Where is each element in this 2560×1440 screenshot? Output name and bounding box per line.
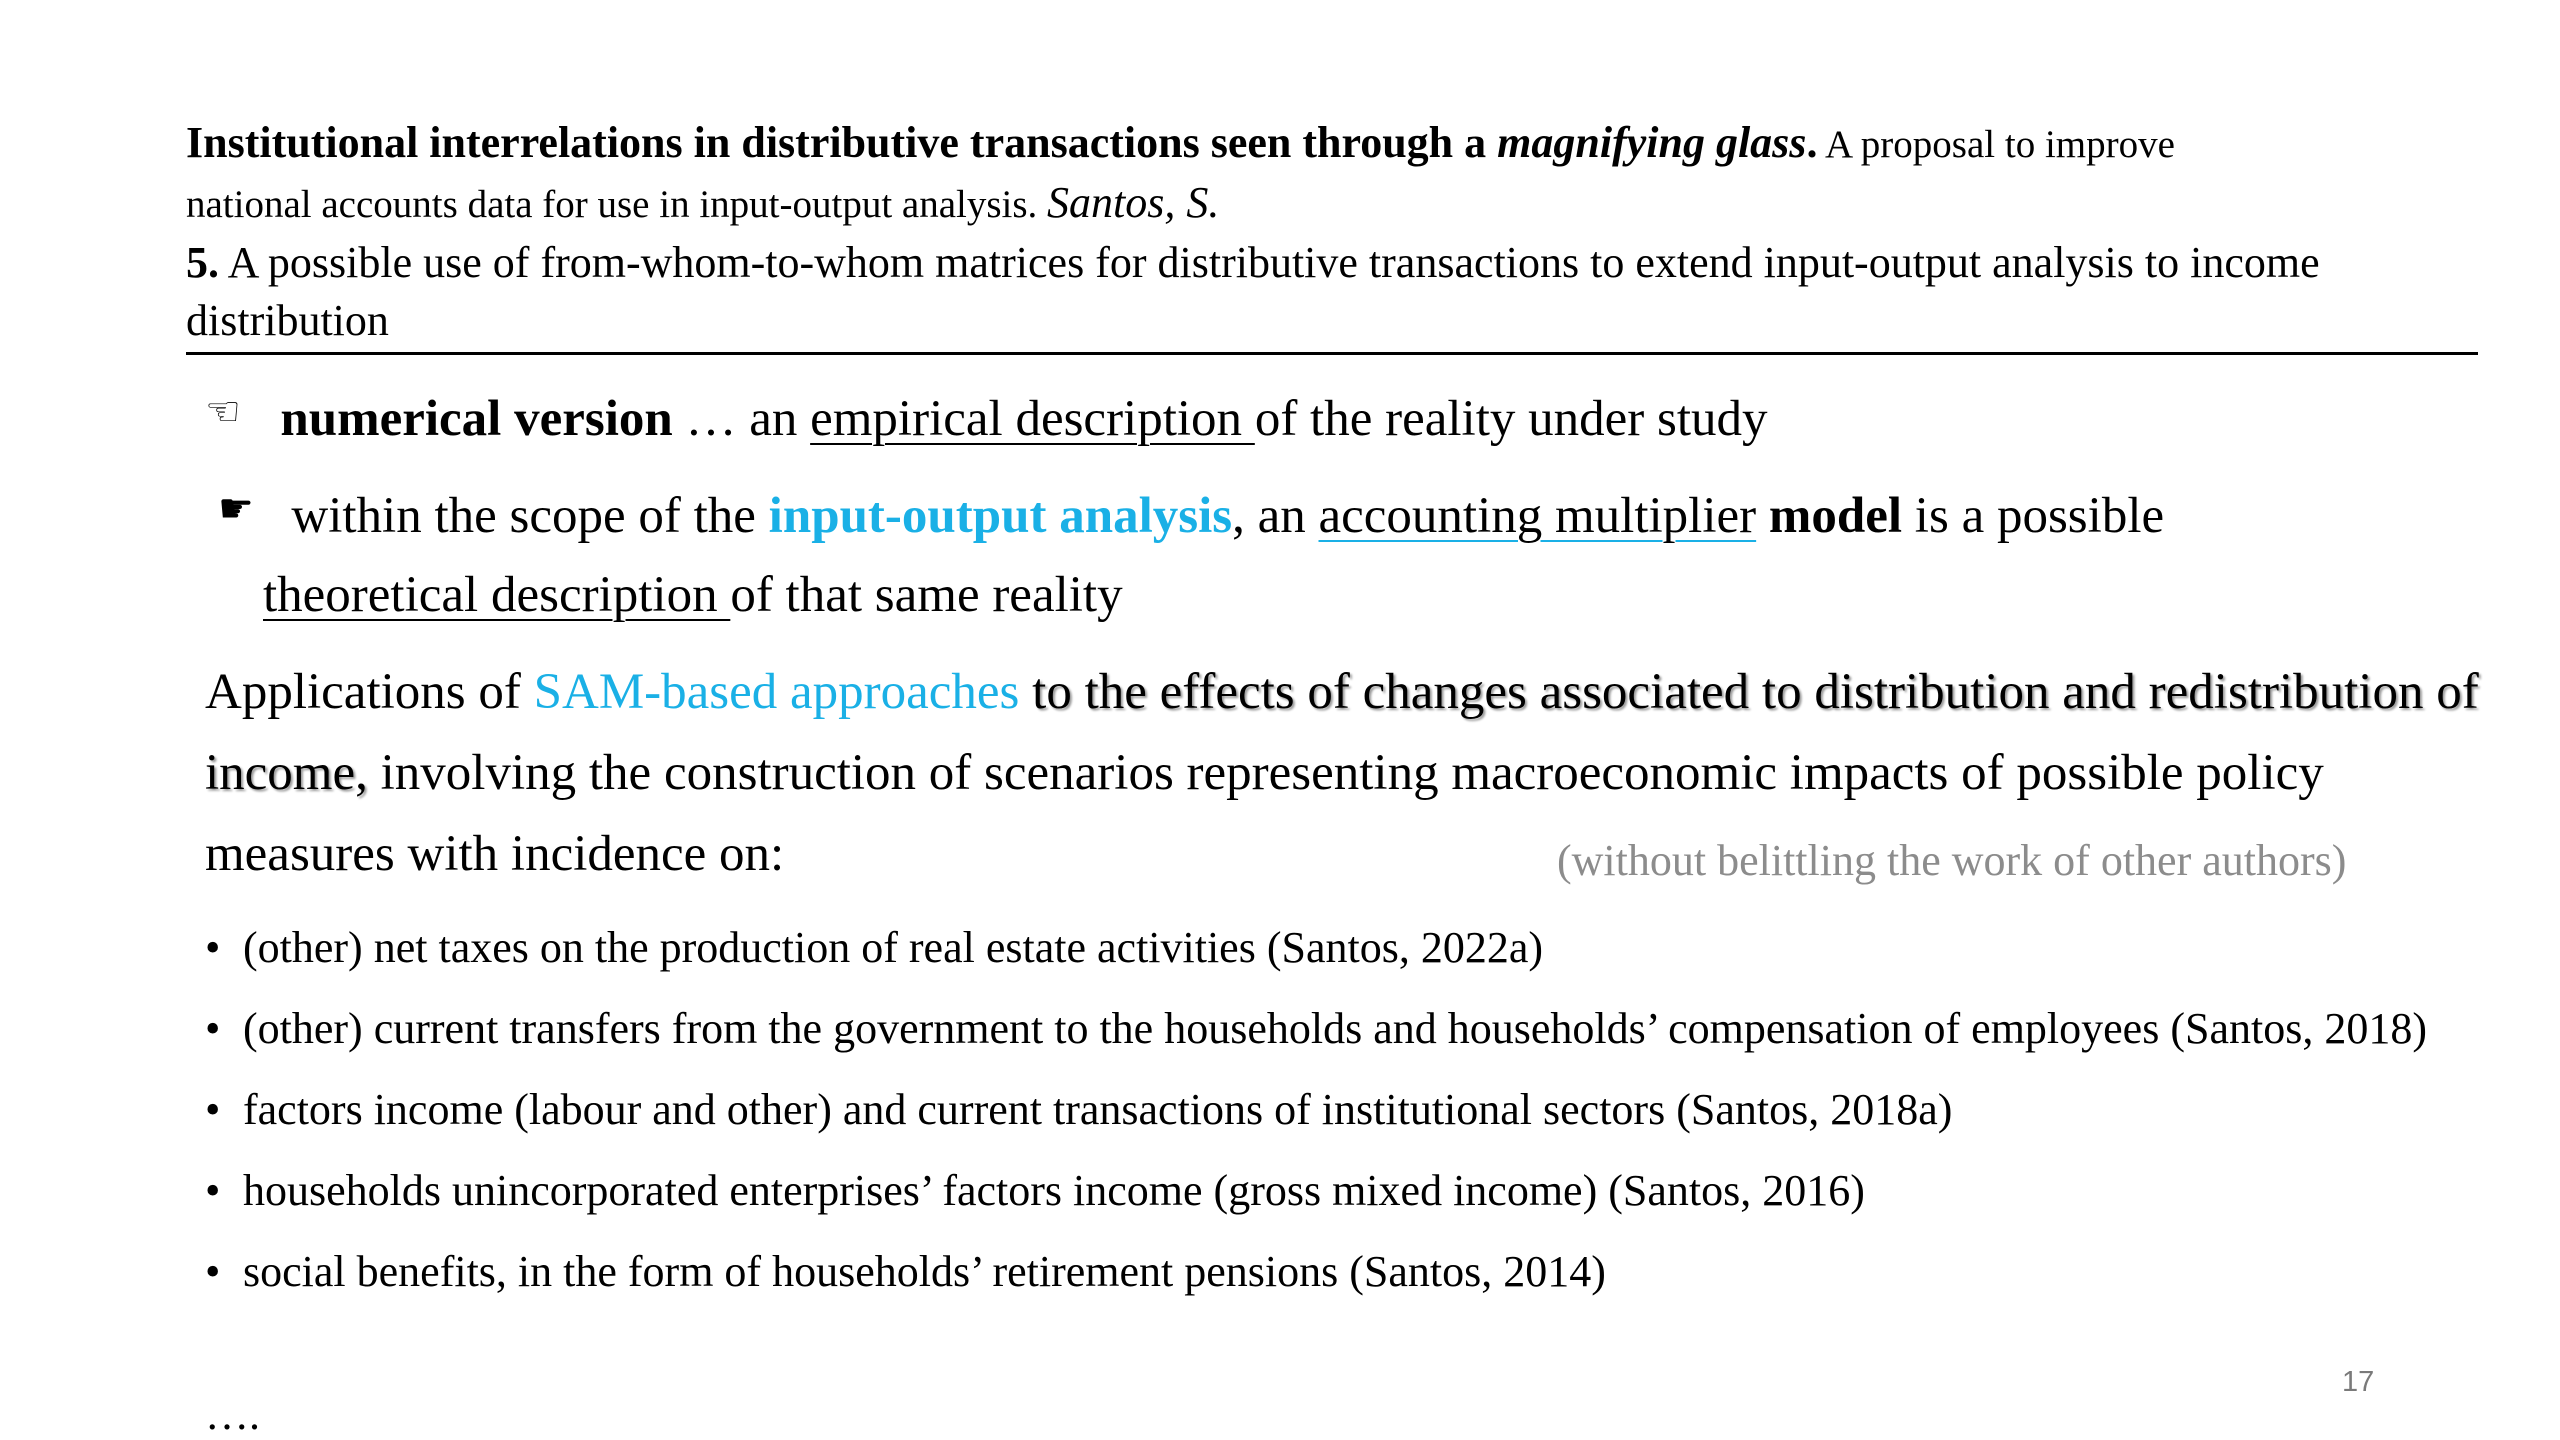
title-bold (186, 118, 1817, 167)
title-rest: A proposal to improve (1817, 123, 2175, 166)
applications-start: Applications of (205, 664, 534, 720)
page-number: 17 (2342, 1366, 2375, 1398)
model-label: model (1756, 488, 1903, 544)
references-list (205, 912, 2445, 1317)
section-heading (186, 234, 2476, 350)
applications-paragraph (205, 652, 2505, 895)
list-item-text: (other) current transfers from the government to the households and households’ compensation of employees (Santos, 2018) (243, 1004, 2427, 1053)
hand-pointing-left-icon: ☜ (205, 389, 241, 435)
list-item (205, 993, 2445, 1065)
pointer-item-theoretical (218, 479, 2164, 546)
title-italic: magnifying glass (1497, 118, 1807, 167)
numerical-version-label: numerical version (280, 391, 673, 447)
list-item-text: households unincorporated enterprises’ factors income (gross mixed income) (Santos, 2016) (243, 1166, 1865, 1215)
empirical-description: empirical description (810, 391, 1255, 447)
list-item (205, 1155, 2445, 1227)
pointer-item-numerical (205, 382, 1768, 449)
pointer-second-line2-end: of that same reality (730, 567, 1123, 623)
paper-title (186, 114, 2476, 174)
pointer-first-mid: … an (672, 391, 811, 447)
pointer-second-mid: , an (1232, 488, 1319, 544)
paper-title-line2 (186, 174, 2476, 234)
pointer-item-theoretical-line2 (263, 565, 1123, 625)
continuation-ellipsis: …. (205, 1390, 260, 1439)
pointer-second-end: is a possible (1902, 488, 2165, 544)
title-bold-end: . (1806, 118, 1818, 167)
applications-emphasis: to the effects of changes associated to distribution and redistribution of income, (205, 664, 2479, 801)
section-number: 5. (186, 238, 219, 287)
list-item-text: factors income (labour and other) and current transactions of institutional sectors (Santos, 2018a) (243, 1085, 1953, 1134)
accounting-multiplier: accounting multiplier (1318, 488, 1757, 544)
bullet-dot: • (205, 1247, 221, 1296)
title-bold-start: Institutional interrelations in distributive transactions seen through a (186, 118, 1498, 167)
sam-based-approaches-link[interactable]: SAM-based approaches (533, 664, 1020, 720)
bullet-dot: • (205, 923, 221, 972)
slide-header (186, 114, 2476, 350)
author: Santos, S. (1047, 178, 1220, 227)
bullet-dot: • (205, 1166, 221, 1215)
applications-rest: involving the construction of scenarios representing macroeconomic impacts of possible policy measures with incidence on: (205, 745, 2324, 882)
list-item-text: (other) net taxes on the production of real estate activities (Santos, 2022a) (243, 923, 1544, 972)
list-item (205, 1074, 2445, 1146)
pointer-second-start: within the scope of the (291, 488, 769, 544)
header-divider (186, 352, 2478, 355)
list-item-text: social benefits, in the form of households’ retirement pensions (Santos, 2014) (243, 1247, 1606, 1296)
section-title: A possible use of from-whom-to-whom matrices for distributive transactions to extend input-output analysis to income distribution (186, 238, 2320, 345)
theoretical-description: theoretical description (263, 567, 731, 623)
authors-note: (without belittling the work of other authors) (1557, 836, 2347, 885)
list-item (205, 912, 2445, 984)
list-item (205, 1236, 2445, 1308)
bullet-dot: • (205, 1085, 221, 1134)
title-line2-text: national accounts data for use in input-output analysis. (186, 183, 1048, 226)
input-output-analysis-highlight: input-output analysis (768, 488, 1233, 544)
bullet-dot: • (205, 1004, 221, 1053)
pointer-first-end: of the reality under study (1254, 391, 1768, 447)
hand-pointing-right-icon: ☛ (218, 486, 254, 532)
